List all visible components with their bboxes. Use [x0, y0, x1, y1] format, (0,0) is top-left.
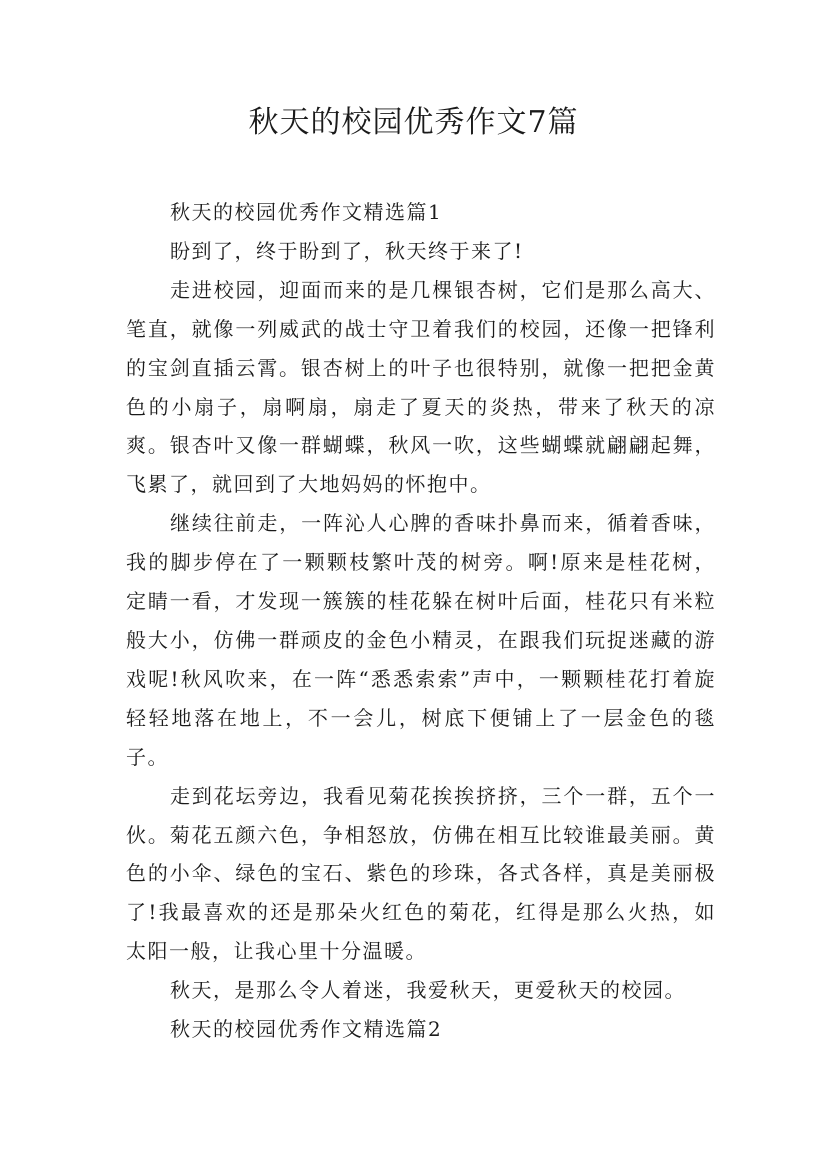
paragraph: 继续往前走，一阵沁人心脾的香味扑鼻而来，循着香味，我的脚步停在了一颗颗枝繁叶茂的树旁。啊!原来是桂花树，定睛一看，才发现一簇簇的桂花躲在树叶后面，桂花只有米粒般大小，仿佛一群顽皮的金色小精灵，在跟我们玩捉迷藏的游戏呢!秋风吹来，在一阵“悉悉索索”声中，一颗颗桂花打着旋轻轻地落在地上，不一会儿，树底下便铺上了一层金色的毯子。	[126, 511, 716, 769]
paragraph: 盼到了，终于盼到了，秋天终于来了!	[170, 238, 524, 263]
document-title: 秋天的校园优秀作文7篇	[248, 105, 579, 140]
document-body	[126, 193, 716, 1049]
paragraph: 秋天，是那么令人着迷，我爱秋天，更爱秋天的校园。	[170, 978, 686, 1003]
paragraph: 走到花坛旁边，我看见菊花挨挨挤挤，三个一群，五个一伙。菊花五颜六色，争相怒放，仿佛在相互比较谁最美丽。黄色的小伞、绿色的宝石、紫色的珍珠，各式各样，真是美丽极了!我最喜欢的还是那朵火红色的菊花，红得是那么火热，如太阳一般，让我心里十分温暖。	[126, 783, 716, 964]
section-heading: 秋天的校园优秀作文精选篇1	[170, 200, 443, 224]
section-heading: 秋天的校园优秀作文精选篇2	[170, 1017, 443, 1042]
paragraph: 走进校园，迎面而来的是几棵银杏树，它们是那么高大、笔直，就像一列威武的战士守卫着我们的校园，还像一把锋利的宝剑直插云霄。银杏树上的叶子也很特别，就像一把把金黄色的小扇子，扇啊扇，扇走了夏天的炎热，带来了秋天的凉爽。银杏叶又像一群蝴蝶，秋风一吹，这些蝴蝶就翩翩起舞，飞累了，就回到了大地妈妈的怀抱中。	[126, 277, 716, 497]
